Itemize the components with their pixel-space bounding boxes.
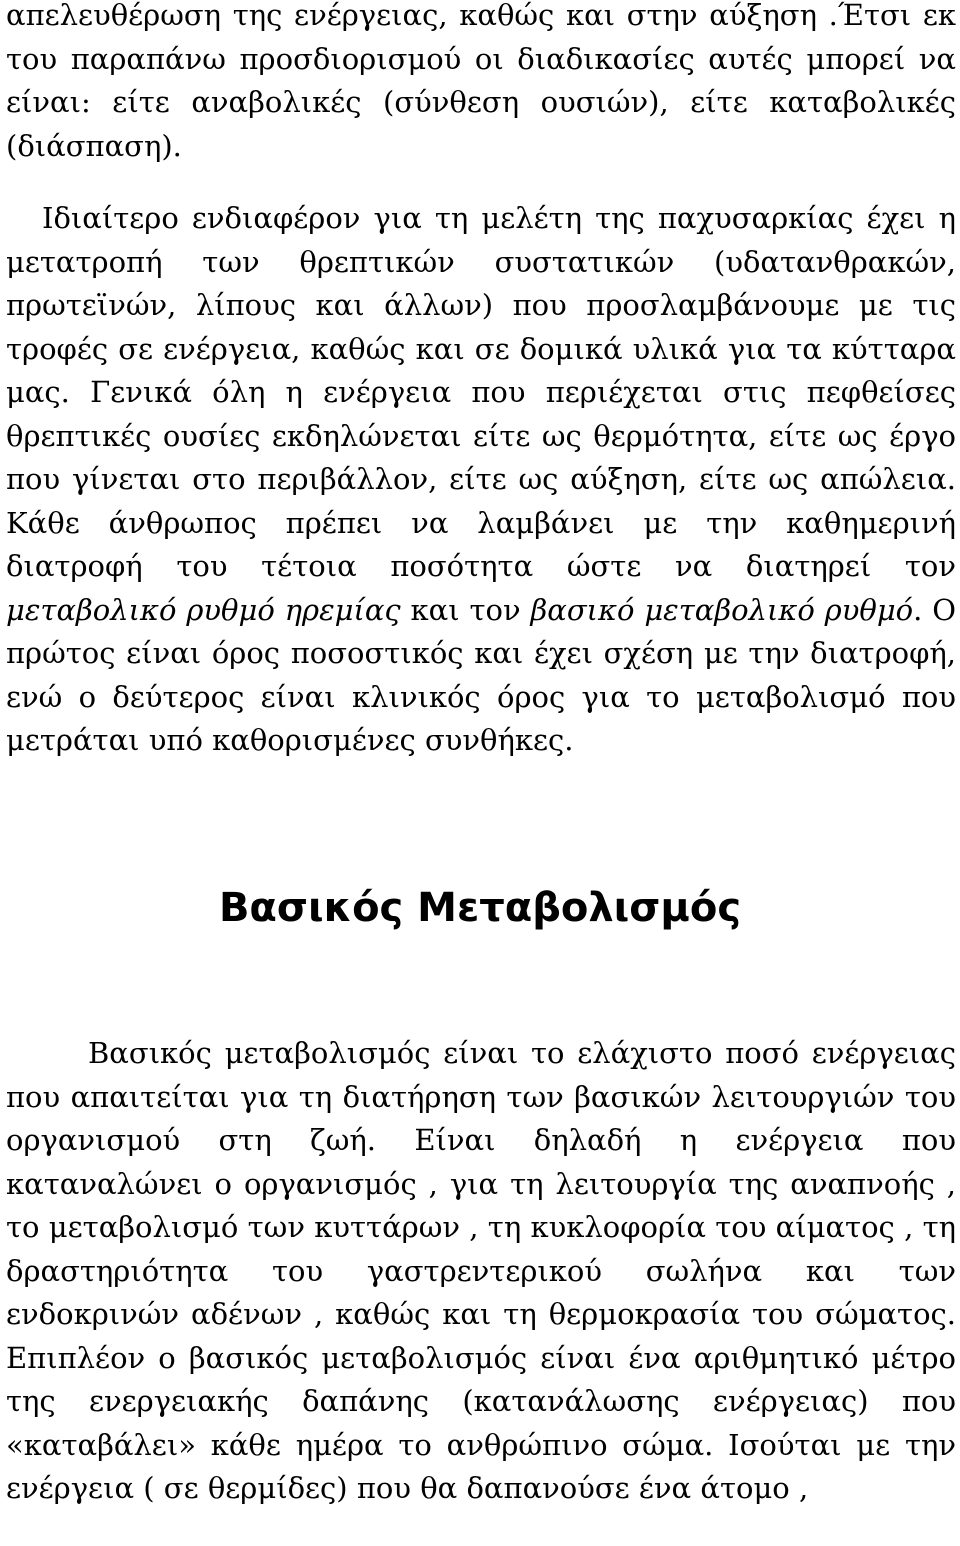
paragraph-text-segment: Ιδιαίτερο ενδιαφέρον για τη μελέτη της παχυσαρκίας έχει η μετατροπή των θρεπτικών συστατικών (υδατανθρακών, πρωτεϊνών, λίπους και άλλων) που προσλαμβάνουμε με τις τροφές σε ενέργεια, καθώς και σε δομικά υλικά για τα κύτταρα μας. Γενικά όλη η ενέργεια που περιέχεται στις πεφθείσες θρεπτικές ουσίες εκδηλώνεται είτε ως θερμότητα, είτε ως έργο που γίνεται στο περιβάλλον, είτε ως αύξηση, είτε ως απώλεια. Κάθε άνθρωπος πρέπει να λαμβάνει με την καθημερινή διατροφή του τέτοια ποσότητα ώστε να διατηρεί τον xyxy=(6,201,956,583)
paragraph-metabolism-processes: απελευθέρωση της ενέργειας, καθώς και στην αύξηση .Έτσι εκ του παραπάνω προσδιορισμού οι διαδικασίες αυτές μπορεί να είναι: είτε αναβολικές (σύνθεση ουσιών), είτε καταβολικές (διάσπαση). xyxy=(6,0,956,163)
paragraph-text-segment: . Ο πρώτος είναι όρος ποσοστικός και έχει σχέση με την διατροφή, ενώ ο δεύτερος είναι κλινικός όρος για το μεταβολισμό που μετράται υπό καθορισμένες συνθήκες. xyxy=(6,592,956,757)
italic-term-resting-metabolic-rate: μεταβολικό ρυθμό ηρεμίας xyxy=(6,592,401,627)
paragraph-text-segment: και τον xyxy=(400,592,531,627)
paragraph-basal-metabolism-definition: Βασικός μεταβολισμός είναι το ελάχιστο ποσό ενέργειας που απαιτείται για τη διατήρηση των βασικών λειτουργιών του οργανισμού στη ζωή. Είναι δηλαδή η ενέργεια που καταναλώνει ο οργανισμός , για τη λειτουργία της αναπνοής , το μεταβολισμό των κυττάρων , τη κυκλοφορία του αίματος , τη δραστηριότητα του γαστρεντερικού σωλήνα και των ενδοκρινών αδένων , καθώς και τη θερμοκρασία του σώματος. Επιπλέον ο βασικός μεταβολισμός είναι ένα αριθμητικό μέτρο της ενεργειακής δαπάνης (κατανάλωσης ενέργειας) που «καταβάλει» κάθε ημέρα το ανθρώπινο σώμα. Ισούται με την ενέργεια ( σε θερμίδες) που θα δαπανούσε ένα άτομο , xyxy=(6,1036,956,1505)
section-heading: Βασικός Μεταβολισμός xyxy=(218,885,742,931)
italic-term-basal-metabolic-rate: βασικό μεταβολικό ρυθμό xyxy=(530,592,914,627)
paragraph-obesity-energy xyxy=(6,197,956,763)
